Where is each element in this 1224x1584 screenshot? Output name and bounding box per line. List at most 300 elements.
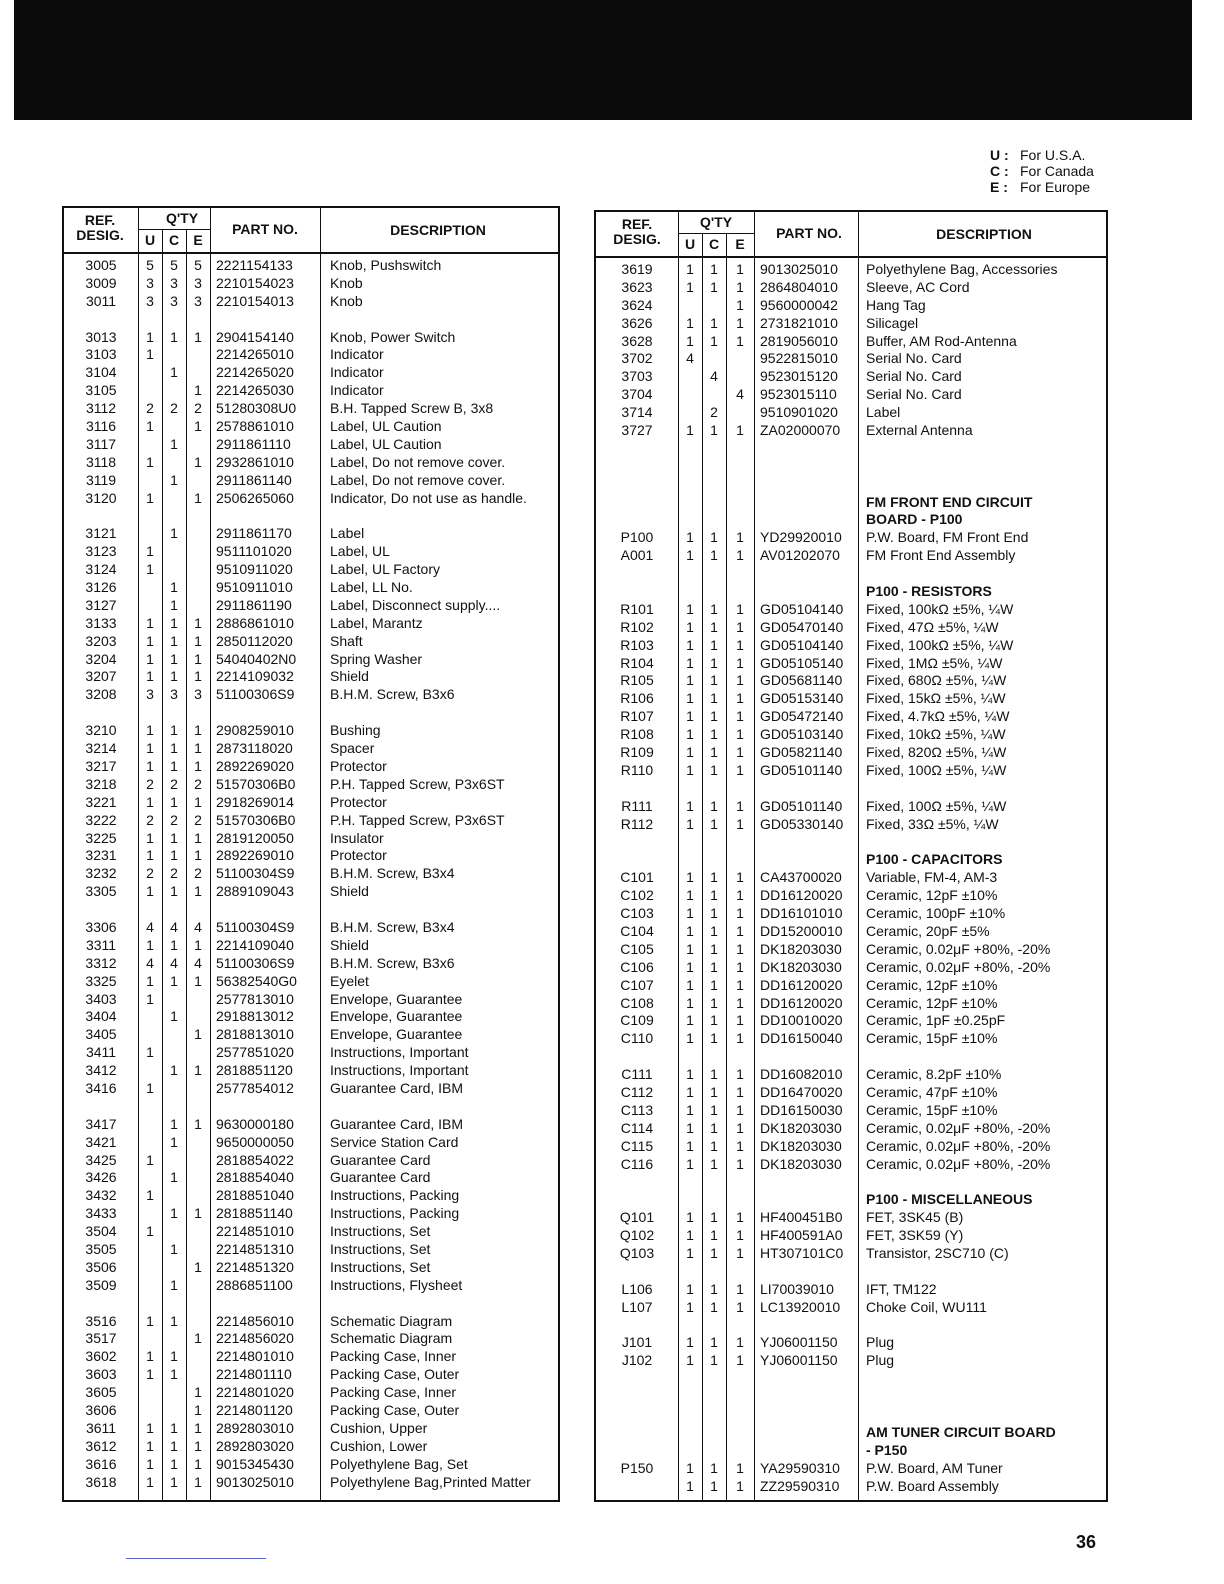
cell-description: Ceramic, 15pF ±10% (866, 1030, 998, 1047)
cell-part-no (754, 1263, 858, 1281)
cell-qty-c (702, 780, 726, 798)
cell-description: Label, UL (330, 543, 390, 560)
cell-part-no: ZZ29590310 (760, 1477, 840, 1494)
cell-part-no: 2214856010 (216, 1312, 294, 1329)
cell-qty-u: 1 (686, 905, 694, 922)
cell-qty-u: 1 (686, 940, 694, 957)
cell-ref: 3505 (85, 1240, 117, 1257)
cell-part-no: ZA02000070 (760, 422, 841, 439)
cell-qty-c: 1 (170, 1473, 178, 1490)
cell-description: Ceramic, 0.02μF +80%, -20% (866, 958, 1051, 975)
cell-qty-e: 2 (194, 865, 202, 882)
cell-part-no: 9522815010 (760, 350, 838, 367)
table-row (64, 973, 558, 991)
cell-part-no: 2221154133 (216, 257, 293, 273)
cell-description: Indicator (330, 382, 384, 399)
cell-qty-e: 1 (736, 1334, 744, 1351)
cell-ref: P100 (620, 529, 654, 546)
cell-qty-e: 1 (194, 1115, 202, 1132)
cell-qty-c (702, 583, 726, 601)
cell-description: Plug (866, 1352, 895, 1369)
cell-qty-e: 1 (194, 722, 202, 739)
table-row (64, 346, 558, 364)
cell-qty-c (702, 1263, 726, 1281)
cell-description: Shield (330, 936, 369, 953)
cell-description: External Antenna (866, 422, 973, 439)
header-u: U (144, 232, 156, 248)
cell-description: Fixed, 100Ω ±5%, ¼W (866, 797, 1007, 814)
cell-qty-e (726, 1370, 754, 1388)
header-e: E (735, 236, 745, 252)
cell-part-no: 2214851010 (216, 1223, 294, 1240)
cell-qty-u: 1 (686, 726, 694, 743)
cell-part-no (754, 440, 858, 458)
cell-qty-u: 1 (686, 1459, 694, 1476)
cell-qty-c: 1 (710, 314, 718, 331)
cell-qty-c: 1 (710, 815, 718, 832)
cell-part-no: DD16150030 (760, 1101, 843, 1118)
cell-part-no: 9015345430 (216, 1455, 294, 1472)
cell-part-no: 2918269014 (216, 793, 294, 810)
cell-qty-e: 1 (194, 1062, 202, 1079)
cell-ref: 3009 (85, 274, 117, 291)
table-row (596, 977, 1106, 995)
cell-qty-u: 1 (146, 1044, 154, 1061)
cell-qty-c: 1 (170, 1115, 178, 1132)
cell-part-no: 51100304S9 (216, 865, 295, 882)
table-row (596, 726, 1106, 744)
cell-qty-u (678, 1388, 702, 1406)
cell-qty-c (702, 1173, 726, 1191)
cell-part-no: 2214856020 (216, 1330, 294, 1347)
cell-qty-u: 1 (146, 1187, 154, 1204)
cell-qty-e: 1 (194, 418, 202, 435)
cell-qty-e: 3 (194, 686, 202, 703)
cell-ref: 3432 (85, 1187, 117, 1204)
cell-ref: C102 (620, 887, 654, 904)
cell-qty-e: 3 (194, 274, 202, 291)
cell-description: Buffer, AM Rod-Antenna (866, 332, 1017, 349)
cell-qty-c: 1 (170, 650, 178, 667)
cell-qty-c: 1 (170, 936, 178, 953)
cell-qty-c: 1 (170, 1133, 178, 1150)
cell-part-no: GD05470140 (760, 618, 844, 635)
cell-description: Label, Do not remove cover. (330, 471, 506, 488)
cell-qty-u: 4 (146, 918, 154, 935)
cell-ref: 3127 (85, 596, 117, 613)
cell-ref (596, 511, 678, 529)
cell-part-no: 2214801110 (216, 1366, 292, 1383)
table-row (596, 1227, 1106, 1245)
cell-part-no: 51570306B0 (216, 775, 296, 792)
cell-qty-e: 1 (194, 1473, 202, 1490)
cell-qty-c: 1 (710, 1298, 718, 1315)
cell-qty-c (702, 458, 726, 476)
cell-part-no: 56382540G0 (216, 972, 297, 989)
cell-ref: 3210 (85, 722, 117, 739)
cell-qty-u: 1 (146, 650, 154, 667)
cell-part-no: 2818813010 (216, 1026, 294, 1043)
table-row (596, 1263, 1106, 1281)
cell-description: Ceramic, 8.2pF ±10% (866, 1066, 1002, 1083)
table-row (64, 525, 558, 543)
cell-description: Knob, Pushswitch (330, 257, 442, 273)
cell-qty-c: 1 (170, 1205, 178, 1222)
cell-part-no: 2214109032 (216, 668, 294, 685)
cell-qty-c (162, 561, 186, 579)
table-row (596, 1209, 1106, 1227)
cell-ref (596, 583, 678, 601)
cell-ref: C109 (620, 1012, 654, 1029)
cell-part-no: YD29920010 (760, 529, 842, 546)
cell-ref: C110 (620, 1030, 654, 1047)
cell-ref: C106 (620, 958, 654, 975)
cell-description: Ceramic, 20pF ±5% (866, 922, 990, 939)
cell-description: Ceramic, 0.02μF +80%, -20% (866, 1155, 1051, 1172)
cell-description: Packing Case, Inner (330, 1384, 457, 1401)
cell-qty-c: 1 (170, 525, 178, 542)
cell-qty-e: 1 (736, 636, 744, 653)
cell-ref: 3628 (621, 332, 653, 349)
header-ref-desig: REF. DESIG. (76, 212, 124, 243)
table-row (64, 418, 558, 436)
header-e: E (193, 232, 203, 248)
cell-qty-e: 1 (194, 972, 202, 989)
cell-ref: C107 (620, 976, 654, 993)
cell-qty-u: 1 (686, 422, 694, 439)
table-row (64, 1187, 558, 1205)
cell-qty-c (702, 851, 726, 869)
cell-description: Schematic Diagram (330, 1312, 453, 1329)
cell-ref: 3208 (85, 686, 117, 703)
cell-qty-e (186, 1223, 210, 1241)
cell-qty-u (138, 1259, 162, 1277)
cell-ref (64, 901, 138, 919)
cell-description: Fixed, 100kΩ ±5%, ¼W (866, 600, 1014, 617)
cell-part-no: DD16082010 (760, 1066, 843, 1083)
table-row (64, 507, 558, 525)
cell-part-no: 2892269020 (216, 757, 294, 774)
cell-qty-c: 1 (170, 1455, 178, 1472)
cell-ref: 3606 (85, 1402, 117, 1418)
cell-description: Plug (866, 1334, 895, 1351)
cell-description: Knob (330, 274, 363, 291)
cell-ref: 3602 (85, 1348, 117, 1365)
cell-qty-c: 1 (170, 883, 178, 900)
cell-qty-u: 1 (146, 328, 154, 345)
cell-qty-c: 1 (710, 1280, 718, 1297)
cell-part-no: DK18203030 (760, 958, 842, 975)
cell-qty-e (726, 476, 754, 494)
table-row (596, 333, 1106, 351)
cell-qty-e (726, 1263, 754, 1281)
cell-qty-u (678, 1406, 702, 1424)
cell-description: Label, UL Factory (330, 561, 440, 578)
cell-qty-e (186, 311, 210, 329)
cell-qty-e (726, 440, 754, 458)
table-row (64, 1008, 558, 1026)
cell-part-no: 2818851040 (216, 1187, 294, 1204)
cell-qty-e: 1 (194, 328, 202, 345)
cell-description (858, 458, 1098, 476)
cell-qty-c: 1 (710, 618, 718, 635)
cell-qty-e: 1 (736, 1227, 744, 1244)
cell-qty-e: 1 (194, 1026, 202, 1043)
cell-description: Protector (330, 793, 387, 810)
cell-part-no: 2850112020 (216, 632, 293, 649)
cell-qty-u: 1 (686, 1477, 694, 1494)
table-row (596, 601, 1106, 619)
table-row (64, 1116, 558, 1134)
cell-description: Cushion, Upper (330, 1419, 428, 1436)
table-row (596, 565, 1106, 583)
cell-ref: R112 (620, 815, 654, 832)
cell-qty-e: 1 (736, 726, 744, 743)
cell-qty-u: 1 (686, 278, 694, 295)
cell-qty-e: 1 (736, 761, 744, 778)
cell-part-no: LI70039010 (760, 1280, 834, 1297)
cell-description: P.H. Tapped Screw, P3x6ST (330, 775, 505, 792)
table-row (596, 1460, 1106, 1478)
cell-description: Spring Washer (330, 650, 423, 667)
cell-part-no: LC13920010 (760, 1298, 841, 1315)
cell-qty-e (186, 472, 210, 490)
cell-qty-u: 1 (686, 744, 694, 761)
cell-qty-e: 1 (736, 600, 744, 617)
cell-qty-u (138, 1295, 162, 1313)
cell-qty-c (162, 1259, 186, 1277)
cell-qty-e: 1 (194, 1419, 202, 1436)
table-row (64, 436, 558, 454)
cell-part-no: DD16101010 (760, 905, 843, 922)
table-row (64, 275, 558, 293)
table-row (64, 776, 558, 794)
cell-ref: L107 (621, 1298, 653, 1315)
cell-qty-u (678, 368, 702, 386)
cell-part-no: 2214801020 (216, 1384, 294, 1401)
cell-part-no: DD16120020 (760, 994, 843, 1011)
cell-qty-u: 1 (686, 1119, 694, 1136)
cell-qty-c: 1 (710, 1209, 718, 1226)
cell-qty-u: 1 (686, 1155, 694, 1172)
cell-description: Label, LL No. (330, 579, 413, 596)
cell-ref: 3116 (85, 418, 117, 435)
cell-qty-u (138, 1116, 162, 1134)
cell-ref: C111 (621, 1066, 653, 1083)
cell-ref: 3105 (85, 382, 117, 399)
cell-qty-u: 1 (686, 1030, 694, 1047)
cell-qty-e: 1 (736, 654, 744, 671)
table-row (64, 1474, 558, 1492)
cell-ref: 3305 (85, 883, 117, 900)
cell-qty-u: 1 (686, 672, 694, 689)
cell-qty-u: 1 (146, 561, 154, 578)
cell-description (320, 311, 556, 329)
table-row (64, 794, 558, 812)
cell-qty-c (162, 1330, 186, 1348)
table-row (64, 1062, 558, 1080)
cell-qty-u (678, 780, 702, 798)
cell-qty-e (726, 494, 754, 512)
cell-qty-u (678, 386, 702, 404)
cell-qty-c (162, 1295, 186, 1313)
cell-qty-e: 1 (194, 757, 202, 774)
cell-ref: 3619 (621, 261, 653, 277)
cell-qty-c: 1 (710, 547, 718, 564)
cell-qty-e (186, 1134, 210, 1152)
table-row (596, 1299, 1106, 1317)
table-row (64, 1384, 558, 1402)
legend-key: C : (990, 163, 1009, 179)
cell-qty-u: 1 (146, 1223, 154, 1240)
cell-qty-u: 1 (686, 922, 694, 939)
cell-qty-c: 1 (170, 829, 178, 846)
cell-description: Ceramic, 0.02μF +80%, -20% (866, 1119, 1051, 1136)
cell-qty-u: 1 (686, 1137, 694, 1154)
table-row (596, 672, 1106, 690)
cell-qty-c: 2 (710, 404, 718, 421)
cell-description: P.W. Board, AM Tuner (866, 1459, 1003, 1476)
table-row (596, 1012, 1106, 1030)
cell-ref: 3121 (85, 525, 117, 542)
cell-ref: 3504 (85, 1223, 117, 1240)
table-row (596, 404, 1106, 422)
cell-qty-u: 1 (686, 1083, 694, 1100)
cell-part-no: DD15200010 (760, 922, 843, 939)
cell-qty-c: 1 (170, 632, 178, 649)
cell-ref: 3011 (85, 292, 117, 309)
cell-description (320, 1098, 556, 1116)
cell-qty-u (678, 404, 702, 422)
cell-qty-u (678, 851, 702, 869)
cell-ref: J101 (621, 1334, 653, 1351)
cell-qty-u: 1 (146, 489, 154, 506)
cell-description: P100 - MISCELLANEOUS (866, 1191, 1033, 1208)
cell-qty-u: 1 (686, 1066, 694, 1083)
table-row (64, 919, 558, 937)
cell-qty-e: 1 (194, 793, 202, 810)
header-qty: Q'TY (699, 214, 733, 230)
cell-qty-u: 1 (146, 1473, 154, 1490)
cell-qty-u: 1 (686, 797, 694, 814)
table-row (64, 722, 558, 740)
cell-part-no: 2819120050 (216, 829, 294, 846)
cell-ref: R110 (620, 761, 654, 778)
cell-description: Protector (330, 757, 387, 774)
cell-qty-u: 1 (146, 418, 154, 435)
cell-ref (596, 440, 678, 458)
cell-part-no: 9013025010 (760, 261, 838, 277)
cell-qty-c: 1 (710, 278, 718, 295)
cell-ref: 3112 (85, 400, 117, 417)
cell-description: IFT, TM122 (866, 1280, 937, 1297)
cell-ref: 3405 (85, 1026, 117, 1043)
cell-ref: 3306 (85, 918, 117, 935)
cell-qty-u (138, 507, 162, 525)
cell-qty-e: 1 (194, 847, 202, 864)
table-row (596, 422, 1106, 440)
cell-qty-c (702, 440, 726, 458)
cell-qty-u: 1 (146, 847, 154, 864)
cell-qty-e (186, 901, 210, 919)
cell-description: AM TUNER CIRCUIT BOARD (866, 1423, 1056, 1440)
cell-qty-u (678, 1263, 702, 1281)
cell-qty-e (726, 368, 754, 386)
table-row (596, 941, 1106, 959)
cell-qty-e: 1 (194, 453, 202, 470)
cell-qty-u: 1 (686, 690, 694, 707)
cell-part-no (754, 1370, 858, 1388)
legend-row (990, 179, 1094, 195)
cell-qty-u: 1 (686, 815, 694, 832)
cell-qty-c: 2 (170, 400, 178, 417)
cell-qty-e: 1 (736, 1244, 744, 1261)
cell-part-no: DK18203030 (760, 1119, 842, 1136)
table-row (64, 1152, 558, 1170)
cell-qty-u (138, 579, 162, 597)
cell-qty-e (186, 1241, 210, 1259)
cell-qty-u: 1 (146, 793, 154, 810)
cell-ref: R102 (620, 618, 654, 635)
cell-qty-e (726, 511, 754, 529)
cell-qty-c (162, 1384, 186, 1402)
cell-description: - P150 (866, 1441, 908, 1458)
cell-ref (596, 565, 678, 583)
cell-description (858, 1263, 1098, 1281)
cell-part-no (754, 834, 858, 852)
cell-part-no: 2577854012 (216, 1079, 294, 1096)
cell-ref: C104 (620, 922, 654, 939)
cell-qty-e: 1 (194, 668, 202, 685)
cell-description: Ceramic, 0.02μF +80%, -20% (866, 1137, 1051, 1154)
table-row (596, 261, 1106, 279)
cell-qty-c: 1 (710, 708, 718, 725)
cell-description: Instructions, Important (330, 1062, 469, 1079)
cell-ref: R109 (620, 744, 654, 761)
cell-qty-c: 1 (710, 1477, 718, 1494)
cell-description: FM FRONT END CIRCUIT (866, 493, 1033, 510)
footer-line (126, 1558, 266, 1559)
cell-qty-c: 1 (170, 793, 178, 810)
table-row (596, 1102, 1106, 1120)
cell-ref: 3624 (621, 296, 653, 313)
cell-qty-c: 1 (170, 614, 178, 631)
cell-ref: 3704 (621, 386, 653, 403)
cell-part-no (754, 1317, 858, 1335)
cell-qty-u (678, 1442, 702, 1460)
table-row (64, 382, 558, 400)
cell-qty-e: 1 (736, 1101, 744, 1118)
cell-description: Polyethylene Bag, Accessories (866, 261, 1058, 277)
cell-ref (596, 476, 678, 494)
cell-part-no: DK18203030 (760, 940, 842, 957)
table-row (596, 1317, 1106, 1335)
cell-part-no (754, 1424, 858, 1442)
cell-ref: 3421 (85, 1133, 117, 1150)
cell-qty-u: 3 (146, 274, 154, 291)
page-number: 36 (1076, 1532, 1097, 1552)
cell-qty-e (186, 1187, 210, 1205)
cell-qty-u: 1 (686, 1298, 694, 1315)
cell-description: Hang Tag (866, 296, 926, 313)
cell-ref: R108 (620, 726, 654, 743)
table-row (64, 543, 558, 561)
table-row (596, 1173, 1106, 1191)
cell-part-no: 51280308U0 (216, 400, 297, 417)
cell-qty-u: 3 (146, 686, 154, 703)
cell-qty-c (702, 1191, 726, 1209)
cell-qty-e (186, 525, 210, 543)
